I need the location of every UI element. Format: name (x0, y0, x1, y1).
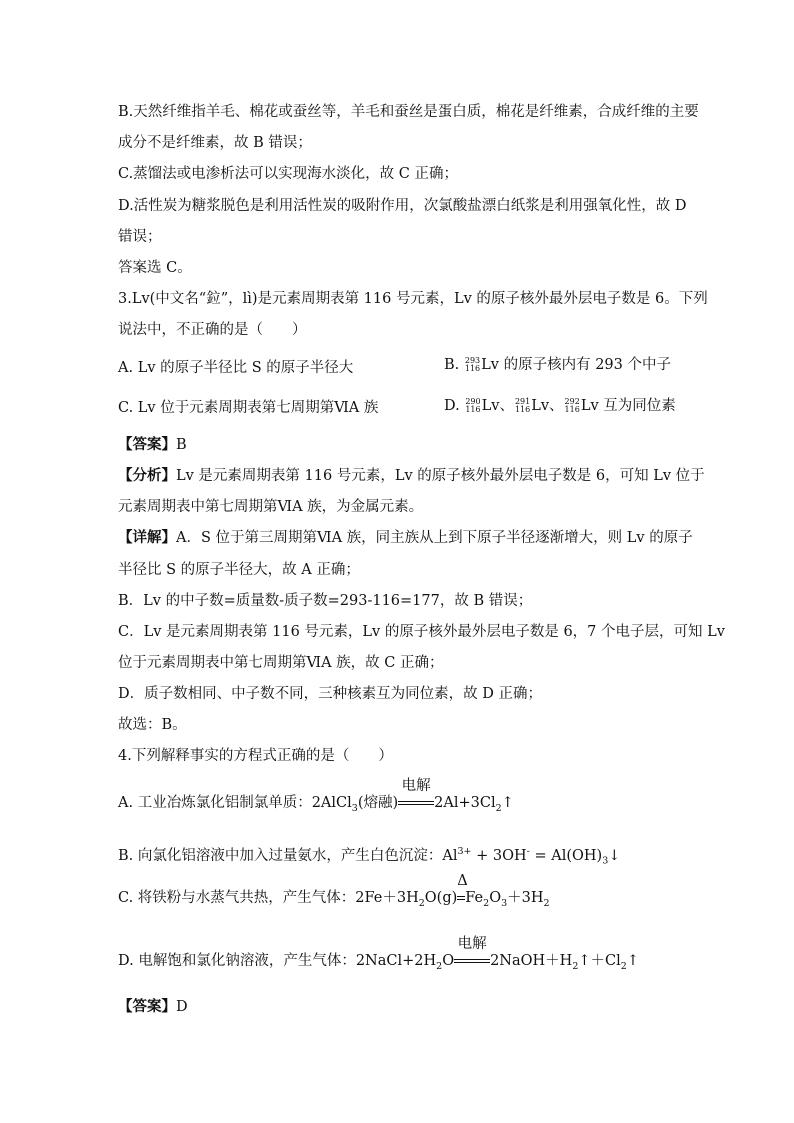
text-line: C.蒸馏法或电渗析法可以实现海水淡化，故 C 正确； (118, 166, 458, 182)
analysis-line: 【分析】Lv 是元素周期表第 116 号元素，Lv 的原子核外最外层电子数是 6，可知 Lv 位于 (118, 467, 705, 484)
question-4-stem: 4.下列解释事实的方程式正确的是（ ） (118, 748, 393, 764)
detail-line: B．Lv 的中子数=质量数-质子数=293-116=177，故 B 错误； (118, 593, 533, 609)
detail-line: C．Lv 是元素周期表第 116 号元素，Lv 的原子核外最外层电子数是 6，7 个电子层，可知 Lv (118, 624, 725, 640)
analysis-line: 元素周期表中第七周期第ⅥA 族，为金属元素。 (118, 499, 424, 515)
option-a: A. Lv 的原子半径比 S 的原子半径大 (118, 360, 354, 376)
q4-option-d: D. 电解饱和氯化钠溶液，产生气体：$2NaCl+2H_2O$ 电解 $2NaOH+H_2↑+Cl_2↑$ (118, 936, 639, 972)
option-b: B. 293 116 Lv 的原子核内有 293 个中子 (444, 356, 671, 373)
q4-option-a: A. 工业冶炼氯化铝制氯单质：2AlCl$_3$(熔融) 电解 $2Al+3Cl_2↑$ (118, 778, 514, 814)
reaction-condition: 电解 (398, 793, 434, 813)
text-line: 答案选 C。 (118, 260, 192, 276)
q4-option-c: C. 将铁粉与水蒸气共热，产生气体：$2Fe+3H_2O(g)$ Δ $Fe_2O_3+3H_2$ (118, 873, 550, 909)
answer-line: 【答案】D (118, 998, 188, 1015)
detail-line: 故选：B。 (118, 717, 187, 733)
detail-line: 半径比 S 的原子半径大，故 A 正确； (118, 562, 360, 578)
detail-line: 【详解】A．S 位于第三周期第ⅥA 族，同主族从上到下原子半径逐渐增大，则 Lv 的原子 (118, 529, 693, 546)
detail-line: D．质子数相同、中子数不同，三种核素互为同位素，故 D 正确； (118, 686, 542, 702)
text-line: 成分不是纤维素，故 B 错误； (118, 135, 312, 151)
text-line: 错误； (118, 229, 162, 245)
reaction-condition: Δ (457, 888, 465, 908)
answer-line: 【答案】B (118, 436, 187, 453)
nuclide-symbol: 293 116 (464, 356, 481, 373)
option-d: D. 290 116 Lv、 291 116 Lv、 292 116 Lv 互为同位素 (444, 397, 676, 414)
question-3-stem: 说法中，不正确的是（ ） (118, 322, 307, 338)
detail-line: 位于元素周期表中第七周期第ⅥA 族，故 C 正确； (118, 655, 444, 671)
question-3-stem: 3.Lv(中文名“鉝”，lì)是元素周期表第 116 号元素，Lv 的原子核外最外层电子数是 6。下列 (118, 291, 708, 307)
text-line: B.天然纤维指羊毛、棉花或蚕丝等，羊毛和蚕丝是蛋白质，棉花是纤维素，合成纤维的主要 (118, 104, 699, 120)
option-c: C. Lv 位于元素周期表第七周期第ⅥA 族 (118, 400, 379, 416)
reaction-condition: 电解 (454, 951, 490, 971)
q4-option-b: B. 向氯化铝溶液中加入过量氨水，产生白色沉淀：$Al^{3+} + 3OH^-$ = $Al(OH)_3↓$ (118, 846, 621, 867)
text-line: D.活性炭为糖浆脱色是利用活性炭的吸附作用，次氯酸盐漂白纸浆是利用强氧化性，故 D (118, 198, 687, 214)
